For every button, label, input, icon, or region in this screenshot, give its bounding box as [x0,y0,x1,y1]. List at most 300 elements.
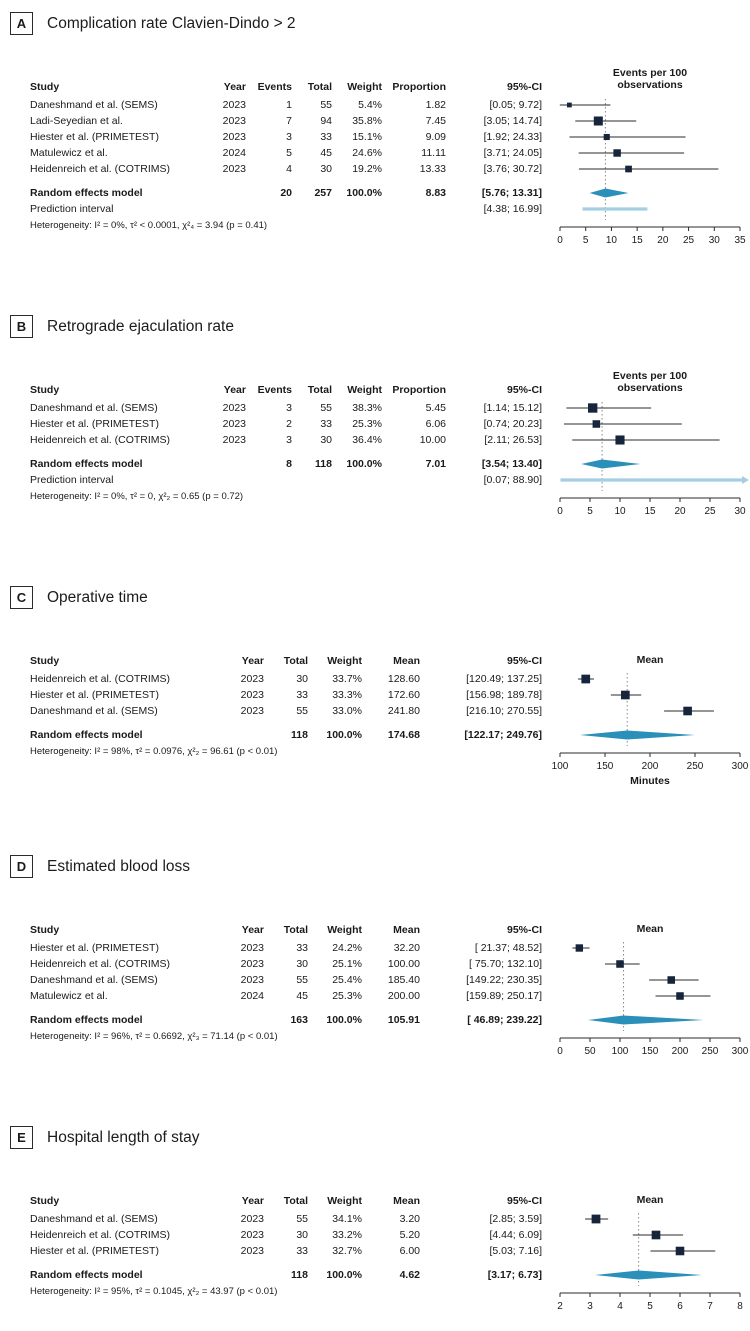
axis-tick-label: 150 [641,1046,659,1057]
table-header [30,61,542,97]
study-row-cell-study: Hiester et al. (PRIMETEST) [30,131,159,143]
panel-body [10,364,746,528]
study-row [30,145,542,161]
forest-panel [10,1126,743,1323]
study-row-cell-events: 1 [286,99,292,111]
summary-row-cell-effect: 8.83 [425,187,446,199]
study-row-cell-weight: 36.4% [352,434,382,446]
column-header-total: Total [283,655,308,667]
study-row-cell-study: Hiester et al. (PRIMETEST) [30,942,159,954]
table-header [30,904,542,940]
study-row-cell-year: 2023 [240,974,264,986]
panel-header [10,586,738,609]
column-header-ci: 95%-CI [506,924,542,936]
effect-square [576,944,583,951]
heterogeneity-text: Heterogeneity: I² = 95%, τ² = 0.1045, χ²₂ = 43.97 (p < 0.01) [30,1286,278,1297]
study-row-cell-weight: 35.8% [352,115,382,127]
axis-tick-label: 5 [647,1301,653,1312]
column-header-study: Study [30,655,60,667]
effect-square [588,403,597,412]
panel-label: E [10,1126,33,1149]
axis-tick-label: 150 [596,761,614,772]
study-row-cell-events: 2 [286,418,292,430]
column-header-weight: Weight [327,1195,362,1207]
panel-label: D [10,855,33,878]
panel-title: Retrograde ejaculation rate [47,317,234,335]
effect-square [592,1215,601,1224]
column-header-weight: Weight [327,655,362,667]
axis-tick-label: 15 [644,506,656,517]
column-header-events: Events [257,384,292,396]
study-row-cell-total: 30 [320,163,332,175]
summary-row-cell-year [226,1012,264,1028]
summary-row-cell-total: 257 [314,187,332,199]
study-row-cell-ci: [ 21.37; 48.52] [474,942,542,954]
column-header-weight: Weight [347,81,382,93]
summary-row-cell-study: Random effects model [30,187,143,199]
study-row-cell-year: 2023 [222,418,246,430]
study-table [30,904,542,1068]
study-row-cell-total: 45 [320,147,332,159]
axis-tick-label: 5 [587,506,593,517]
study-row-cell-year: 2023 [240,1245,264,1257]
effect-square [567,103,572,108]
axis-tick-label: 35 [734,235,746,246]
study-row-cell-total: 55 [320,99,332,111]
study-row-cell-total: 55 [296,705,308,717]
axis-tick-label: 0 [557,506,563,517]
study-row-cell-ci: [5.03; 7.16] [489,1245,542,1257]
summary-row-cell-total: 118 [291,1269,308,1281]
table-header [30,364,542,400]
study-row-cell-study: Daneshmand et al. (SEMS) [30,974,158,986]
summary-row-cell-year [210,185,246,201]
study-row-cell-total: 33 [320,418,332,430]
prediction-row-cell-total [292,472,332,488]
study-row-cell-year: 2024 [240,990,264,1002]
plot-area [550,364,750,528]
study-row-cell-weight: 33.7% [332,673,362,685]
study-row-cell-events: 7 [286,115,292,127]
summary-row-cell-events: 8 [286,458,292,470]
column-header-study: Study [30,1195,60,1207]
study-row-cell-total: 55 [296,1213,308,1225]
panel-header [10,1126,738,1149]
plot-area [550,61,750,257]
study-row-cell-ci: [159.89; 250.17] [466,990,542,1002]
axis-tick-label: 30 [708,235,720,246]
study-row-cell-ci: [1.92; 24.33] [483,131,542,143]
study-row-cell-ci: [2.11; 26.53] [484,434,542,446]
forest-plot-svg [550,635,750,797]
column-header-ci: 95%-CI [506,81,542,93]
summary-row-cell-weight: 100.0% [346,187,382,199]
axis-tick-label: 200 [671,1046,689,1057]
effect-square [621,691,630,700]
heterogeneity-text: Heterogeneity: I² = 0%, τ² = 0, χ²₂ = 0.65 (p = 0.72) [30,491,244,502]
column-header-effect: Proportion [392,384,446,396]
study-row-cell-ci: [216.10; 270.55] [466,705,542,717]
study-row [30,1211,542,1227]
prediction-row-cell-weight [332,201,382,217]
summary-row [30,456,542,472]
study-row-cell-study: Daneshmand et al. (SEMS) [30,1213,158,1225]
summary-row-cell-ci: [ 46.89; 239.22] [467,1014,542,1026]
heterogeneity-text: Heterogeneity: I² = 98%, τ² = 0.0976, χ²₂ = 96.61 (p < 0.01) [30,746,278,757]
summary-row-cell-weight: 100.0% [326,1014,362,1026]
study-row-cell-year: 2023 [240,705,264,717]
study-row-cell-total: 45 [296,990,308,1002]
row-spacer [30,1004,542,1012]
study-row-cell-year: 2023 [240,689,264,701]
column-header-ci: 95%-CI [506,655,542,667]
column-header-year: Year [223,81,246,93]
study-row-cell-weight: 33.0% [332,705,362,717]
panel-body [10,61,746,257]
summary-row-cell-total: 118 [315,458,332,470]
axis-tick-label: 300 [731,1046,749,1057]
plot-column-header: observations [617,382,683,394]
axis-tick-label: 0 [557,1046,563,1057]
study-row-cell-weight: 34.1% [332,1213,362,1225]
study-row-cell-weight: 25.3% [352,418,382,430]
study-row-cell-effect: 5.20 [399,1229,420,1241]
summary-row-cell-year [210,456,246,472]
summary-row-cell-study: Random effects model [30,1269,143,1281]
axis-tick-label: 5 [582,235,589,246]
study-row [30,129,542,145]
study-row-cell-events: 3 [286,131,292,143]
effect-square [625,166,632,173]
prediction-row [30,201,542,217]
study-table [30,1175,542,1323]
study-row-cell-effect: 6.00 [399,1245,420,1257]
effect-square [604,134,610,140]
study-row-cell-ci: [1.14; 15.12] [483,402,542,414]
study-row-cell-ci: [4.44; 6.09] [489,1229,542,1241]
panel-label: C [10,586,33,609]
study-row-cell-total: 30 [296,673,308,685]
table-header [30,1175,542,1211]
axis-tick-label: 10 [605,235,617,246]
panel-title: Operative time [47,588,148,606]
summary-row-cell-year [226,1267,264,1283]
study-row-cell-ci: [0.74; 20.23] [483,418,542,430]
axis-tick-label: 8 [737,1301,743,1312]
study-row-cell-events: 3 [286,402,292,414]
prediction-row-cell-study: Prediction interval [30,203,114,215]
prediction-row [30,472,542,488]
study-row [30,671,542,687]
study-row-cell-ci: [156.98; 189.78] [466,689,542,701]
column-header-effect: Mean [393,655,420,667]
prediction-row-cell-ci: [4.38; 16.99] [483,203,542,215]
column-header-effect: Mean [393,1195,420,1207]
study-row-cell-study: Heidenreich et al. (COTRIMS) [30,958,171,970]
study-row-cell-study: Daneshmand et al. (SEMS) [30,705,158,717]
study-row-cell-year: 2023 [222,402,246,414]
effect-square [615,435,624,444]
plot-area [550,1175,750,1323]
study-table [30,61,542,257]
study-table [30,364,542,528]
axis-tick-label: 100 [611,1046,629,1057]
panel-label: B [10,315,33,338]
study-row-cell-effect: 5.45 [425,402,446,414]
heterogeneity-text: Heterogeneity: I² = 0%, τ² < 0.0001, χ²₄ = 3.94 (p = 0.41) [30,220,268,231]
study-row [30,161,542,177]
study-row-cell-study: Hiester et al. (PRIMETEST) [30,689,159,701]
study-row-cell-effect: 32.20 [393,942,420,954]
panel-header [10,12,738,35]
study-row-cell-study: Daneshmand et al. (SEMS) [30,99,158,111]
study-row-cell-study: Hiester et al. (PRIMETEST) [30,418,159,430]
panel-body [10,1175,743,1323]
summary-diamond [580,731,695,740]
study-row-cell-weight: 5.4% [358,99,382,111]
column-header-total: Total [283,924,308,936]
summary-row-cell-study: Random effects model [30,1014,143,1026]
axis-tick-label: 300 [731,761,749,772]
column-header-study: Study [30,924,60,936]
plot-column-header: Events per 100 [612,370,688,382]
panel-title: Hospital length of stay [47,1128,200,1146]
study-row-cell-ci: [3.76; 30.72] [483,163,542,175]
summary-row-cell-effect: 105.91 [387,1014,420,1026]
study-row [30,400,542,416]
axis-tick-label: 20 [657,235,669,246]
summary-row-cell-ci: [3.17; 6.73] [487,1269,542,1281]
study-row-cell-effect: 185.40 [387,974,420,986]
prediction-row-cell-weight [332,472,382,488]
summary-row-cell-effect: 4.62 [399,1269,420,1281]
study-row-cell-year: 2024 [222,147,246,159]
summary-row [30,1012,542,1028]
study-row-cell-ci: [3.05; 14.74] [483,115,542,127]
axis-tick-label: 7 [707,1301,713,1312]
summary-row-cell-ci: [122.17; 249.76] [464,729,542,741]
effect-square [676,1247,685,1256]
table-header [30,635,542,671]
study-row-cell-year: 2023 [222,434,246,446]
axis-tick-label: 0 [557,235,563,246]
study-row-cell-events: 4 [286,163,292,175]
summary-row-cell-total: 118 [291,729,308,741]
forest-plot-svg [550,904,750,1068]
summary-row-cell-events: 20 [280,187,292,199]
study-row-cell-total: 30 [296,1229,308,1241]
column-header-effect: Proportion [392,81,446,93]
prediction-row-cell-effect [382,472,446,488]
effect-square [683,707,692,716]
row-spacer [30,177,542,185]
effect-square [616,960,624,968]
forest-plot-svg [550,364,750,528]
forest-panel [10,586,749,797]
study-row-cell-effect: 6.06 [425,418,446,430]
study-row-cell-total: 33 [296,942,308,954]
column-header-study: Study [30,81,60,93]
study-row-cell-study: Ladi-Seyedian et al. [30,115,123,127]
column-header-total: Total [307,384,332,396]
study-row-cell-effect: 200.00 [387,990,420,1002]
study-row-cell-year: 2023 [222,163,246,175]
study-row [30,956,542,972]
axis-tick-label: 2 [557,1301,563,1312]
summary-row [30,727,542,743]
study-row [30,940,542,956]
column-header-year: Year [223,384,246,396]
forest-panel [10,12,746,257]
study-row-cell-study: Heidenreich et al. (COTRIMS) [30,673,171,685]
panel-title: Estimated blood loss [47,857,191,875]
study-row-cell-effect: 13.33 [419,163,446,175]
study-row [30,972,542,988]
study-row-cell-weight: 25.4% [332,974,362,986]
plot-column-header: Mean [636,923,664,935]
study-row-cell-total: 55 [320,402,332,414]
summary-row-cell-effect: 7.01 [425,458,446,470]
study-row-cell-weight: 32.7% [332,1245,362,1257]
axis-tick-label: 250 [686,761,704,772]
study-row-cell-ci: [120.49; 137.25] [466,673,542,685]
summary-row-cell-total: 163 [290,1014,308,1026]
axis-tick-label: 15 [631,235,643,246]
summary-row-cell-weight: 100.0% [326,729,362,741]
column-header-year: Year [241,924,264,936]
panel-label: A [10,12,33,35]
plot-column-header: Mean [636,654,664,666]
column-header-total: Total [283,1195,308,1207]
forest-plot-svg [550,1175,750,1323]
study-row-cell-weight: 24.2% [332,942,362,954]
study-row-cell-effect: 3.20 [399,1213,420,1225]
study-row-cell-effect: 128.60 [387,673,420,685]
study-table [30,635,542,797]
panel-title: Complication rate Clavien-Dindo > 2 [47,14,296,32]
forest-plot-svg [550,61,750,257]
axis-tick-label: 200 [641,761,659,772]
axis-tick-label: 100 [551,761,569,772]
column-header-effect: Mean [393,924,420,936]
study-row [30,988,542,1004]
study-row-cell-total: 33 [296,689,308,701]
summary-diamond [595,1271,702,1280]
plot-area [550,904,750,1068]
study-row-cell-effect: 10.00 [419,434,446,446]
summary-row-cell-study: Random effects model [30,729,143,741]
effect-square [667,976,675,984]
prediction-row-cell-events [246,201,292,217]
column-header-study: Study [30,384,60,396]
study-row-cell-ci: [ 75.70; 132.10] [469,958,542,970]
row-spacer [30,719,542,727]
study-row-cell-weight: 25.3% [332,990,362,1002]
axis-tick-label: 10 [614,506,626,517]
study-row-cell-effect: 241.80 [387,705,420,717]
column-header-total: Total [307,81,332,93]
study-row-cell-weight: 25.1% [332,958,362,970]
axis-title: Minutes [630,775,670,787]
column-header-weight: Weight [327,924,362,936]
study-row-cell-study: Heidenreich et al. (COTRIMS) [30,1229,171,1241]
study-row-cell-weight: 33.2% [332,1229,362,1241]
study-row-cell-year: 2023 [240,958,264,970]
study-row [30,1227,542,1243]
axis-tick-label: 25 [683,235,695,246]
study-row-cell-total: 33 [296,1245,308,1257]
study-row [30,687,542,703]
effect-square [652,1231,661,1240]
study-row-cell-effect: 7.45 [425,115,446,127]
study-row [30,97,542,113]
prediction-row-cell-events [246,472,292,488]
column-header-year: Year [241,1195,264,1207]
axis-tick-label: 30 [734,506,746,517]
study-row-cell-study: Matulewicz et al. [30,990,108,1002]
prediction-arrow [742,476,749,484]
study-row-cell-year: 2023 [222,131,246,143]
axis-tick-label: 50 [584,1046,596,1057]
summary-diamond [588,1016,703,1025]
study-row-cell-weight: 15.1% [352,131,382,143]
summary-row-cell-ci: [5.76; 13.31] [481,187,542,199]
study-row-cell-study: Hiester et al. (PRIMETEST) [30,1245,159,1257]
prediction-row-cell-effect [382,201,446,217]
study-row-cell-study: Heidenreich et al. (COTRIMS) [30,163,171,175]
study-row [30,1243,542,1259]
prediction-row-cell-ci: [0.07; 88.90] [483,474,542,486]
forest-panel [10,855,749,1068]
summary-row-cell-weight: 100.0% [326,1269,362,1281]
study-row [30,703,542,719]
summary-row [30,1267,542,1283]
study-row-cell-total: 55 [296,974,308,986]
heterogeneity-text: Heterogeneity: I² = 96%, τ² = 0.6692, χ²₃ = 71.14 (p < 0.01) [30,1031,278,1042]
study-row-cell-total: 30 [296,958,308,970]
study-row-cell-ci: [149.22; 230.35] [466,974,542,986]
column-header-weight: Weight [347,384,382,396]
study-row [30,113,542,129]
prediction-row-cell-total [292,201,332,217]
forest-panel [10,315,746,528]
study-row-cell-year: 2023 [240,1213,264,1225]
axis-tick-label: 3 [587,1301,593,1312]
study-row-cell-weight: 24.6% [352,147,382,159]
panel-body [10,904,749,1068]
study-row-cell-total: 30 [320,434,332,446]
summary-diamond [590,189,629,198]
column-header-ci: 95%-CI [506,384,542,396]
summary-row-cell-weight: 100.0% [346,458,382,470]
study-row-cell-year: 2023 [222,99,246,111]
study-row-cell-study: Daneshmand et al. (SEMS) [30,402,158,414]
axis-tick-label: 20 [674,506,686,517]
study-row-cell-weight: 19.2% [352,163,382,175]
study-row-cell-total: 33 [320,131,332,143]
axis-tick-label: 4 [617,1301,623,1312]
study-row-cell-effect: 9.09 [425,131,446,143]
effect-square [613,149,620,156]
plot-area [550,635,750,797]
prediction-row-cell-year [210,201,246,217]
effect-square [593,420,601,428]
study-row-cell-year: 2023 [240,673,264,685]
row-spacer [30,448,542,456]
summary-row [30,185,542,201]
study-row-cell-year: 2023 [222,115,246,127]
study-row-cell-events: 3 [286,434,292,446]
